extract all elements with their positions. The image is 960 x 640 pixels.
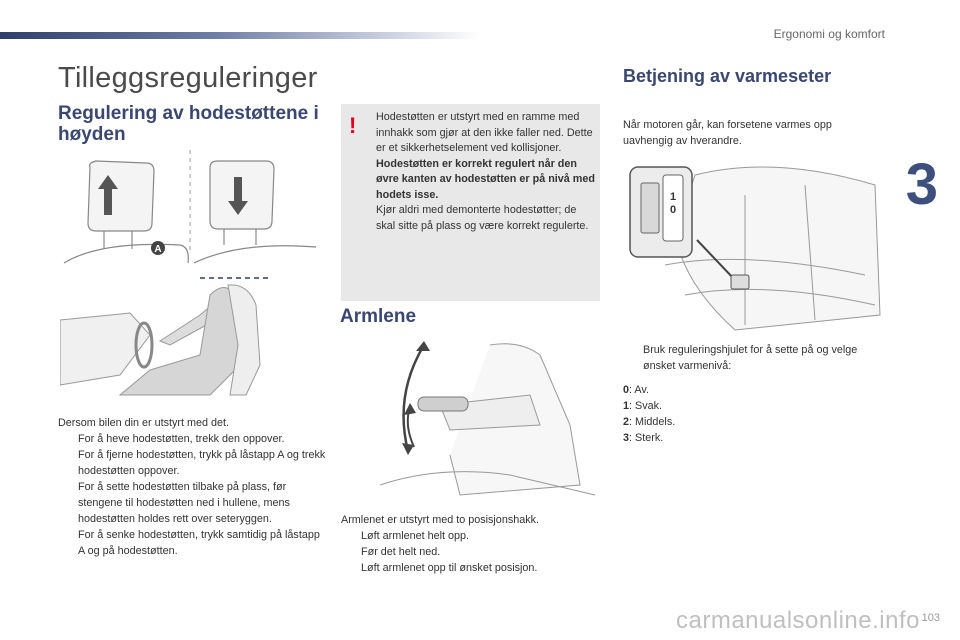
list-item: Bruk reguleringshjulet for å sette på og velge ønsket varmenivå:: [643, 344, 858, 372]
armrest-bullets: [341, 528, 601, 576]
headrest-intro: Dersom bilen din er utstyrt med det.: [58, 417, 230, 429]
headrest-illustration: [60, 145, 322, 397]
heated-seats-bullets: [623, 342, 873, 374]
heat-levels: [623, 382, 873, 446]
armrest-intro: Armlenet er utstyrt med to posisjonshakk.: [341, 514, 540, 526]
dial-label-1: 1: [669, 191, 677, 203]
chapter-number: 3: [905, 152, 938, 217]
armrest-instructions: [341, 512, 601, 576]
level-item: 2: Middels.: [623, 416, 676, 428]
heated-seats-instructions: [623, 342, 873, 446]
level-item: 3: Sterk.: [623, 432, 664, 444]
dial-label-0: 0: [669, 204, 677, 216]
list-item: For å fjerne hodestøtten, trykk på låstapp A og trekk hodestøtten oppover.: [78, 449, 326, 477]
header-bar: [0, 32, 480, 39]
heated-seats-heading: Betjening av varmeseter: [623, 66, 832, 86]
list-item: Løft armlenet helt opp.: [361, 530, 470, 542]
driver-drawing: [60, 285, 260, 395]
page-number: 103: [921, 612, 940, 624]
list-item: Løft armlenet opp til ønsket posisjon.: [361, 562, 538, 574]
seat-heat-icon: [641, 183, 659, 233]
headrest-bullets: [58, 431, 328, 559]
heated-seat-illustration: [625, 155, 885, 335]
armrest-shape: [418, 397, 468, 411]
warning-icon: !: [349, 113, 357, 138]
headrest-up-drawing: [64, 161, 188, 263]
armrest-illustration: [380, 335, 600, 505]
seat-switch-icon: [731, 275, 749, 289]
headrest-down-drawing: [194, 161, 316, 263]
headrest-heading: Regulering av hodestøttene i høyden: [58, 103, 319, 145]
level-item: 0: Av.: [623, 384, 650, 396]
headrest-instructions: [58, 415, 328, 559]
list-item: Før det helt ned.: [361, 546, 441, 558]
level-item: 1: Svak.: [623, 400, 663, 412]
label-a: A: [154, 244, 162, 255]
list-item: For å heve hodestøtten, trekk den oppover.: [78, 433, 285, 445]
list-item: For å senke hodestøtten, trykk samtidig på låstapp A og på hodestøtten.: [78, 529, 320, 557]
page-title: Tilleggsreguleringer: [58, 62, 318, 94]
watermark: carmanualsonline.info: [676, 607, 920, 634]
section-title: Ergonomi og komfort: [773, 27, 885, 41]
heated-seats-intro: Når motoren går, kan forsetene varmes opp uavhengig av hverandre.: [623, 119, 832, 147]
warning-text: Hodestøtten er utstyrt med en ramme med innhakk som gjør at den ikke faller ned. Dette er et sikkerhetselement ved kollisjoner. Hodestøtten er korrekt regulert når den øvre kanten av hodestøtten er på nivå med hodets isse. Kjør aldri med demonterte hodestøtter; de skal sitte på plass og være korrekt regulerte.: [376, 111, 596, 232]
list-item: For å sette hodestøtten tilbake på plass, før stengene til hodestøtten ned i hullene, mens hodestøtten holdes rett over seteryggen.: [78, 481, 290, 525]
armrest-heading: Armlene: [340, 306, 417, 327]
